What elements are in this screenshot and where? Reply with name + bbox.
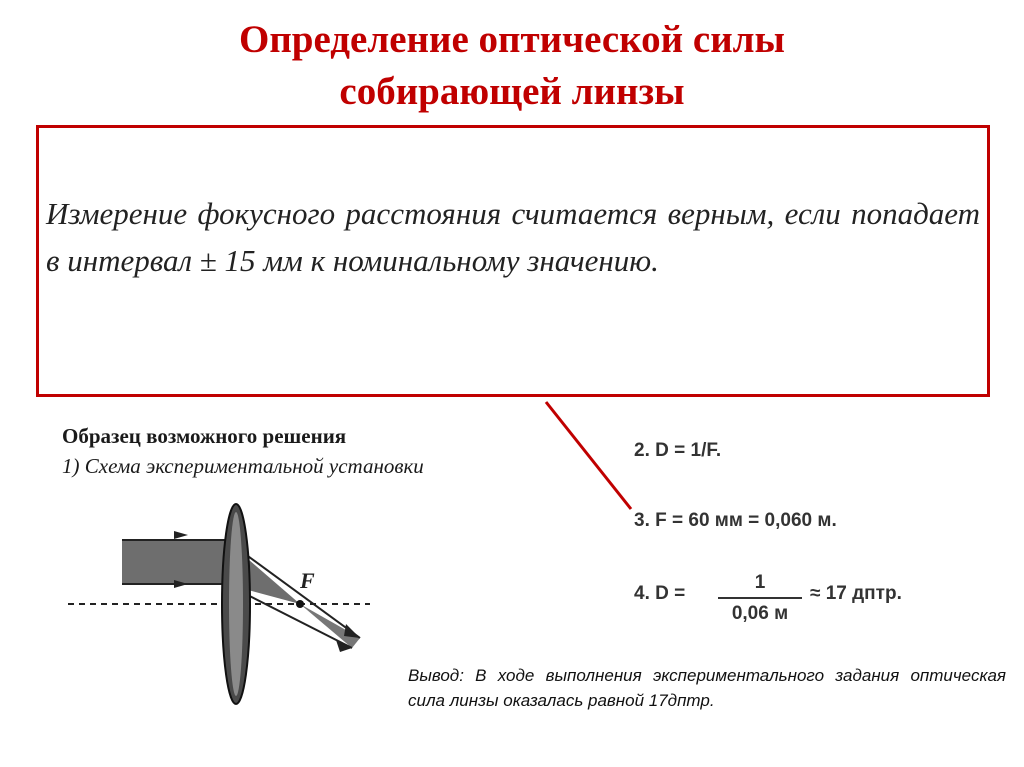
lens-diagram <box>60 498 380 710</box>
title-line-2: собирающей линзы <box>339 70 685 113</box>
step4-rhs: ≈ 17 дптр. <box>810 583 902 604</box>
fraction-numerator: 1 <box>718 569 802 599</box>
step4-fraction <box>718 569 802 627</box>
solution-step-3: 3. F = 60 мм = 0,060 м. <box>634 510 837 531</box>
slide-title <box>0 14 1024 118</box>
fraction-denominator: 0,06 м <box>731 603 789 624</box>
title-line-1: Определение оптической силы <box>239 18 785 61</box>
converging-lens <box>222 504 250 704</box>
sample-subheading: 1) Схема экспериментальной установки <box>62 454 424 478</box>
step4-lhs: 4. D = <box>634 583 686 604</box>
focus-label: F <box>300 568 315 593</box>
solution-step-2: 2. D = 1/F. <box>634 440 722 461</box>
note-text: Измерение фокусного расстояния считается верным, если попадает в интервал ± 15 мм к номинальному значению. <box>46 196 980 278</box>
sample-heading: Образец возможного решения <box>62 424 347 448</box>
focal-point <box>296 600 304 608</box>
conclusion-text: Вывод: В ходе выполнения экспериментального задания оптическая сила линзы оказалась равной 17дптр. <box>408 666 1006 710</box>
callout-line <box>546 402 631 509</box>
